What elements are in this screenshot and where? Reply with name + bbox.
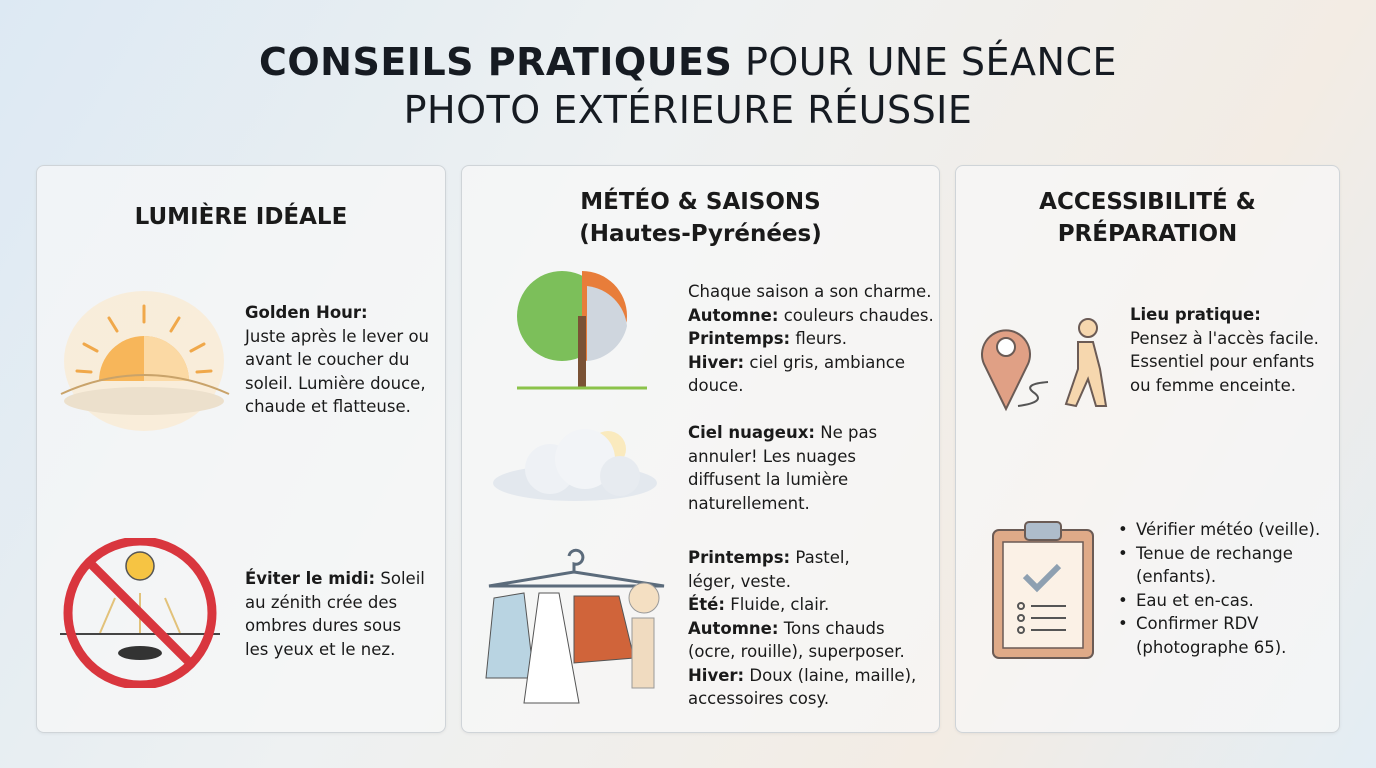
clothing-text (688, 546, 938, 711)
label: Ciel nuageux: (688, 423, 815, 442)
label: Golden Hour: (245, 303, 368, 322)
clothes-hanger-icon (484, 538, 669, 713)
text: Pensez à l'accès facile. Essentiel pour enfants ou femme enceinte. (1130, 328, 1319, 395)
intro: Chaque saison a son charme. (688, 282, 932, 301)
no-midday-sun-icon (55, 538, 225, 688)
midi-text (245, 567, 425, 661)
label: Éviter le midi: (245, 569, 376, 588)
text: Ne pas annuler! Les nuages diffusent la lumière naturellement. (688, 423, 878, 513)
label: Automne: (688, 305, 779, 325)
panel-lumiere (36, 165, 446, 733)
checklist-clipboard-icon (991, 518, 1096, 660)
text: Pastel, léger, veste. (688, 548, 850, 591)
cloudy-text (688, 421, 878, 515)
text: couleurs chaudes. (783, 305, 934, 325)
text: ciel gris, ambiance douce. (688, 352, 906, 395)
golden-hour-text (245, 301, 435, 419)
label: Lieu pratique: (1130, 305, 1261, 324)
panel-heading: LUMIÈRE IDÉALE (134, 204, 348, 230)
text: Tons chauds (ocre, rouille), superposer. (688, 618, 905, 661)
panel-accessibilite (955, 165, 1340, 733)
title-bold: CONSEILS PRATIQUES (258, 40, 733, 84)
panel-subheading: (Hautes-Pyrénées) (579, 221, 822, 247)
panel-meteo (461, 165, 940, 733)
lieu-text (1130, 303, 1330, 397)
title-rest: POUR UNE SÉANCE (744, 40, 1118, 84)
panel-heading: MÉTÉO & SAISONS (580, 189, 821, 215)
text: Fluide, clair. (730, 595, 830, 614)
text: Soleil au zénith crée des ombres dures sous les yeux et le nez. (245, 569, 425, 659)
text: Juste après le lever ou avant le coucher du soleil. Lumière douce, chaude et flatteuse. (245, 326, 429, 416)
page-title (0, 38, 1376, 134)
checklist-item: • Confirmer RDV (photographe 65). (1116, 612, 1316, 659)
cloud-icon (490, 421, 665, 506)
label: Hiver: (688, 352, 745, 372)
preparation-checklist (1116, 518, 1326, 659)
sunset-icon (49, 286, 239, 446)
title-line2: PHOTO EXTÉRIEURE RÉUSSIE (403, 88, 973, 132)
location-walk-icon (978, 314, 1113, 414)
panel-heading: ACCESSIBILITÉ & (1039, 189, 1256, 215)
seasons-text (688, 280, 938, 398)
label: Été: (688, 595, 725, 614)
label: Printemps: (688, 548, 791, 567)
text: fleurs. (795, 329, 848, 348)
label: Hiver: (688, 665, 745, 685)
checklist-item: • Vérifier météo (veille). (1116, 518, 1326, 542)
checklist-item: • Eau et en-cas. (1116, 589, 1326, 613)
four-seasons-tree-icon (507, 266, 657, 391)
label: Automne: (688, 618, 779, 638)
label: Printemps: (688, 329, 791, 348)
checklist-item: • Tenue de rechange (enfants). (1116, 542, 1306, 589)
panel-heading-2: PRÉPARATION (1057, 221, 1238, 247)
text: Doux (laine, maille), accessoires cosy. (688, 665, 917, 708)
